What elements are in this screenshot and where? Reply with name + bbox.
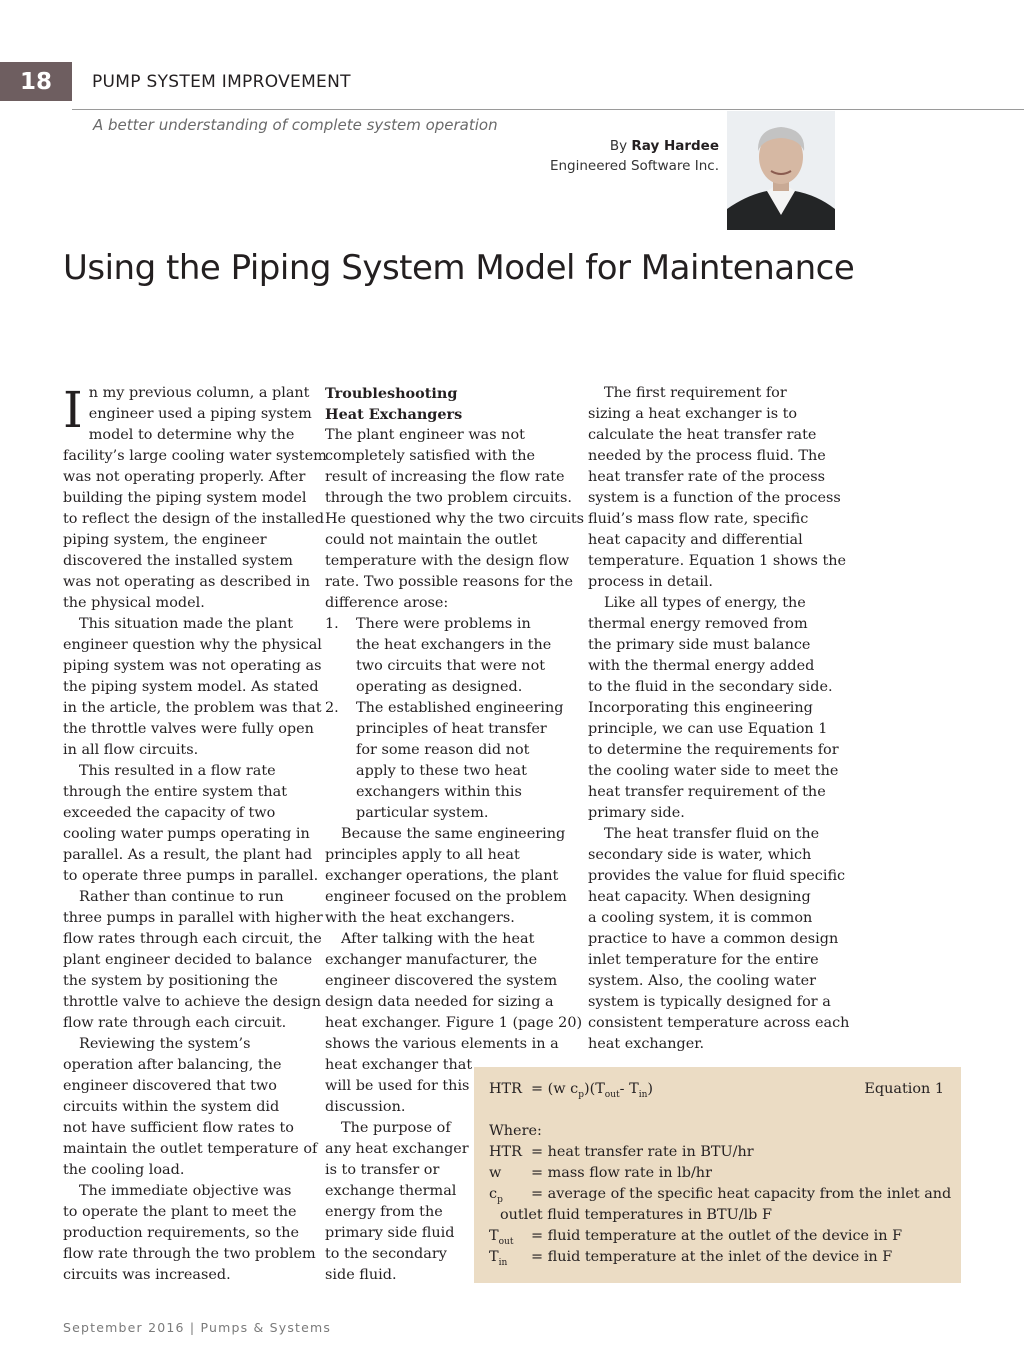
text-line: the physical model.	[63, 595, 205, 611]
text-line: flow rates through each circuit, the	[63, 931, 322, 947]
text-line: provides the value for fluid specific	[588, 868, 846, 884]
text-line: This situation made the plant	[79, 616, 294, 632]
text-line: any heat exchanger	[325, 1141, 469, 1157]
list-item-1	[325, 614, 575, 635]
text-line: exchanger operations, the plant	[325, 868, 559, 884]
text-line: was not operating properly. After	[63, 469, 306, 485]
text-line: to the fluid in the secondary side.	[588, 679, 833, 695]
symbol: c	[489, 1186, 498, 1202]
text-line: engineer discovered that two	[63, 1078, 277, 1094]
text-line: to operate three pumps in parallel.	[63, 868, 319, 884]
text-line: is to transfer or	[325, 1162, 440, 1178]
text-line: flow rate through the two problem	[63, 1246, 316, 1262]
text-line: heat transfer requirement of the	[588, 784, 826, 800]
text-line: The plant engineer was not	[325, 427, 525, 443]
equation-part: - T	[619, 1081, 639, 1097]
text-line: difference arose:	[325, 595, 449, 611]
text-line: flow rate through each circuit.	[63, 1015, 287, 1031]
definition-tin	[489, 1247, 892, 1274]
equation-line	[489, 1079, 653, 1106]
symbol: T	[489, 1249, 499, 1265]
text-line: facility’s large cooling water system	[63, 448, 327, 464]
text-line: engineer question why the physical	[63, 637, 322, 653]
footer-separator: |	[184, 1320, 201, 1335]
text-line: parallel. As a result, the plant had	[63, 847, 313, 863]
text-line: was not operating as described in	[63, 574, 311, 590]
equation-lhs: HTR	[489, 1081, 522, 1097]
text-line: needed by the process fluid. The	[588, 448, 826, 464]
drop-cap: I	[63, 381, 83, 439]
equation-box	[474, 1067, 961, 1283]
text-line: He questioned why the two circuits	[325, 511, 585, 527]
text-line: inlet temperature for the entire	[588, 952, 819, 968]
section-title: PUMP SYSTEM IMPROVEMENT	[92, 72, 351, 92]
text-line: operation after balancing, the	[63, 1057, 282, 1073]
symbol: w	[489, 1165, 502, 1181]
list-number: 2.	[325, 700, 339, 716]
text-line: to the secondary	[325, 1246, 447, 1262]
text-line: the system by positioning the	[63, 973, 278, 989]
text-line: through the two problem circuits.	[325, 490, 572, 506]
author-company: Engineered Software Inc.	[549, 158, 719, 174]
text-line: discussion.	[325, 1099, 406, 1115]
article-headline: Using the Piping System Model for Maintenance	[63, 248, 855, 288]
text-line: apply to these two heat	[356, 763, 527, 779]
text-line: After talking with the heat	[341, 931, 535, 947]
text-line: primary side.	[588, 805, 685, 821]
page-footer	[63, 1320, 331, 1335]
text-line: design data needed for sizing a	[325, 994, 554, 1010]
article-deck: A better understanding of complete system operation	[93, 116, 498, 134]
text-line: The purpose of	[341, 1120, 451, 1136]
definition: = heat transfer rate in BTU/hr	[531, 1144, 754, 1160]
equation-sub: out	[604, 1089, 620, 1100]
text-line: with the thermal energy added	[588, 658, 815, 674]
text-line: fluid’s mass flow rate, specific	[588, 511, 809, 527]
text-line: a cooling system, it is common	[588, 910, 813, 926]
text-line: thermal energy removed from	[588, 616, 808, 632]
text-line: heat exchanger. Figure 1 (page 20)	[325, 1015, 583, 1031]
text-line: to determine the requirements for	[588, 742, 839, 758]
text-line: piping system, the engineer	[63, 532, 267, 548]
definition-htr	[489, 1142, 754, 1163]
text-line: particular system.	[356, 805, 489, 821]
definition: = fluid temperature at the inlet of the device in F	[531, 1249, 893, 1265]
text-line: result of increasing the flow rate	[325, 469, 565, 485]
text-line: maintain the outlet temperature of	[63, 1141, 318, 1157]
text-line: Incorporating this engineering	[588, 700, 813, 716]
magazine-name: Pumps & Systems	[200, 1320, 332, 1335]
text-line: energy from the	[325, 1204, 443, 1220]
text-line: primary side fluid	[325, 1225, 455, 1241]
text-line: principles apply to all heat	[325, 847, 520, 863]
equation-part: = (w c	[531, 1081, 579, 1097]
text-line: secondary side is water, which	[588, 847, 812, 863]
text-line: the cooling water side to meet the	[588, 763, 839, 779]
text-line: plant engineer decided to balance	[63, 952, 313, 968]
text-line: circuits within the system did	[63, 1099, 280, 1115]
text-line: throttle valve to achieve the design	[63, 994, 321, 1010]
text-line: principle, we can use Equation 1	[588, 721, 828, 737]
text-line: This resulted in a flow rate	[79, 763, 276, 779]
list-number: 1.	[325, 616, 339, 632]
text-line: The heat transfer fluid on the	[604, 826, 820, 842]
list-item-2	[325, 698, 575, 719]
symbol-sub: in	[498, 1257, 508, 1268]
text-line: The first requirement for	[604, 385, 787, 401]
text-line: heat capacity and differential	[588, 532, 803, 548]
definition: = mass flow rate in lb/hr	[531, 1165, 712, 1181]
text-line: two circuits that were not	[356, 658, 546, 674]
text-line: side fluid.	[325, 1267, 397, 1283]
page-number: 18	[0, 62, 72, 101]
text-line: three pumps in parallel with higher	[63, 910, 323, 926]
text-line: to reflect the design of the installed	[63, 511, 325, 527]
byline-prefix: By	[609, 138, 632, 154]
text-line: temperature. Equation 1 shows the	[588, 553, 847, 569]
subhead-line: Troubleshooting	[325, 385, 458, 402]
text-line: shows the various elements in a	[325, 1036, 559, 1052]
equation-part: )	[647, 1081, 653, 1097]
text-line: system. Also, the cooling water	[588, 973, 817, 989]
text-line: with the heat exchangers.	[325, 910, 515, 926]
text-line: system is a function of the process	[588, 490, 841, 506]
text-line: practice to have a common design	[588, 931, 839, 947]
text-line: Like all types of energy, the	[604, 595, 806, 611]
equation-label: Equation 1	[864, 1081, 944, 1097]
text-line: production requirements, so the	[63, 1225, 299, 1241]
text-line: temperature with the design flow	[325, 553, 570, 569]
column-3	[588, 383, 850, 1055]
text-line: heat exchanger.	[588, 1036, 705, 1052]
text-line: cooling water pumps operating in	[63, 826, 310, 842]
text-line: n my previous column, a plant	[88, 385, 310, 401]
text-line: calculate the heat transfer rate	[588, 427, 817, 443]
text-line: exchanger manufacturer, the	[325, 952, 538, 968]
equation-part: )(T	[583, 1081, 605, 1097]
text-line: in the article, the problem was that	[63, 700, 322, 716]
text-line: the primary side must balance	[588, 637, 811, 653]
text-line: rate. Two possible reasons for the	[325, 574, 573, 590]
text-line: engineer used a piping system	[88, 406, 312, 422]
text-line: building the piping system model	[63, 490, 307, 506]
text-line: in all flow circuits.	[63, 742, 199, 758]
text-line: The established engineering	[356, 700, 564, 716]
definition: = average of the specific heat capacity from the inlet and	[531, 1186, 952, 1202]
text-line: through the entire system that	[63, 784, 288, 800]
header-rule	[72, 109, 1024, 110]
text-line: Reviewing the system’s	[79, 1036, 251, 1052]
text-line: to operate the plant to meet the	[63, 1204, 297, 1220]
definition: = fluid temperature at the outlet of the device in F	[531, 1228, 903, 1244]
text-line: will be used for this	[325, 1078, 470, 1094]
text-line: the heat exchangers in the	[356, 637, 552, 653]
text-line: engineer focused on the problem	[325, 889, 567, 905]
symbol: T	[489, 1228, 499, 1244]
symbol-group	[489, 1247, 531, 1274]
symbol-sub: out	[498, 1236, 514, 1247]
text-line: heat exchanger that	[325, 1057, 473, 1073]
text-line: operating as designed.	[356, 679, 523, 695]
text-line: principles of heat transfer	[356, 721, 547, 737]
symbol-sub: p	[497, 1194, 503, 1205]
equation-sub: p	[578, 1089, 584, 1100]
text-line: not have sufficient flow rates to	[63, 1120, 294, 1136]
text-line: system is typically designed for a	[588, 994, 831, 1010]
where-label: Where:	[489, 1123, 542, 1139]
text-line: heat transfer rate of the process	[588, 469, 826, 485]
column-1	[63, 381, 327, 1286]
text-line: piping system was not operating as	[63, 658, 322, 674]
author-photo	[727, 111, 835, 230]
text-line: sizing a heat exchanger is to	[588, 406, 798, 422]
text-line: model to determine why the	[88, 427, 295, 443]
text-line: discovered the installed system	[63, 553, 293, 569]
text-line: process in detail.	[588, 574, 713, 590]
text-line: exchange thermal	[325, 1183, 457, 1199]
definition-w	[489, 1163, 712, 1184]
text-line: consistent temperature across each	[588, 1015, 850, 1031]
text-line: exceeded the capacity of two	[63, 805, 276, 821]
text-line: for some reason did not	[356, 742, 530, 758]
byline	[550, 136, 719, 176]
symbol: HTR	[489, 1144, 522, 1160]
text-line: the piping system model. As stated	[63, 679, 319, 695]
text-line: could not maintain the outlet	[325, 532, 538, 548]
author-name: Ray Hardee	[631, 138, 719, 154]
text-line: the throttle valves were fully open	[63, 721, 314, 737]
text-line: There were problems in	[356, 616, 531, 632]
subhead-line: Heat Exchangers	[325, 406, 463, 423]
text-line: Because the same engineering	[341, 826, 566, 842]
text-line: engineer discovered the system	[325, 973, 558, 989]
issue-date: September 2016	[63, 1320, 185, 1335]
text-line: Rather than continue to run	[79, 889, 284, 905]
equation-sub: in	[638, 1089, 648, 1100]
text-line: circuits was increased.	[63, 1267, 231, 1283]
text-line: exchangers within this	[356, 784, 522, 800]
text-line: completely satisfied with the	[325, 448, 536, 464]
text-line: heat capacity. When designing	[588, 889, 811, 905]
definition-cp-cont: outlet fluid temperatures in BTU/lb F	[500, 1207, 772, 1223]
text-line: the cooling load.	[63, 1162, 185, 1178]
text-line: The immediate objective was	[79, 1183, 292, 1199]
